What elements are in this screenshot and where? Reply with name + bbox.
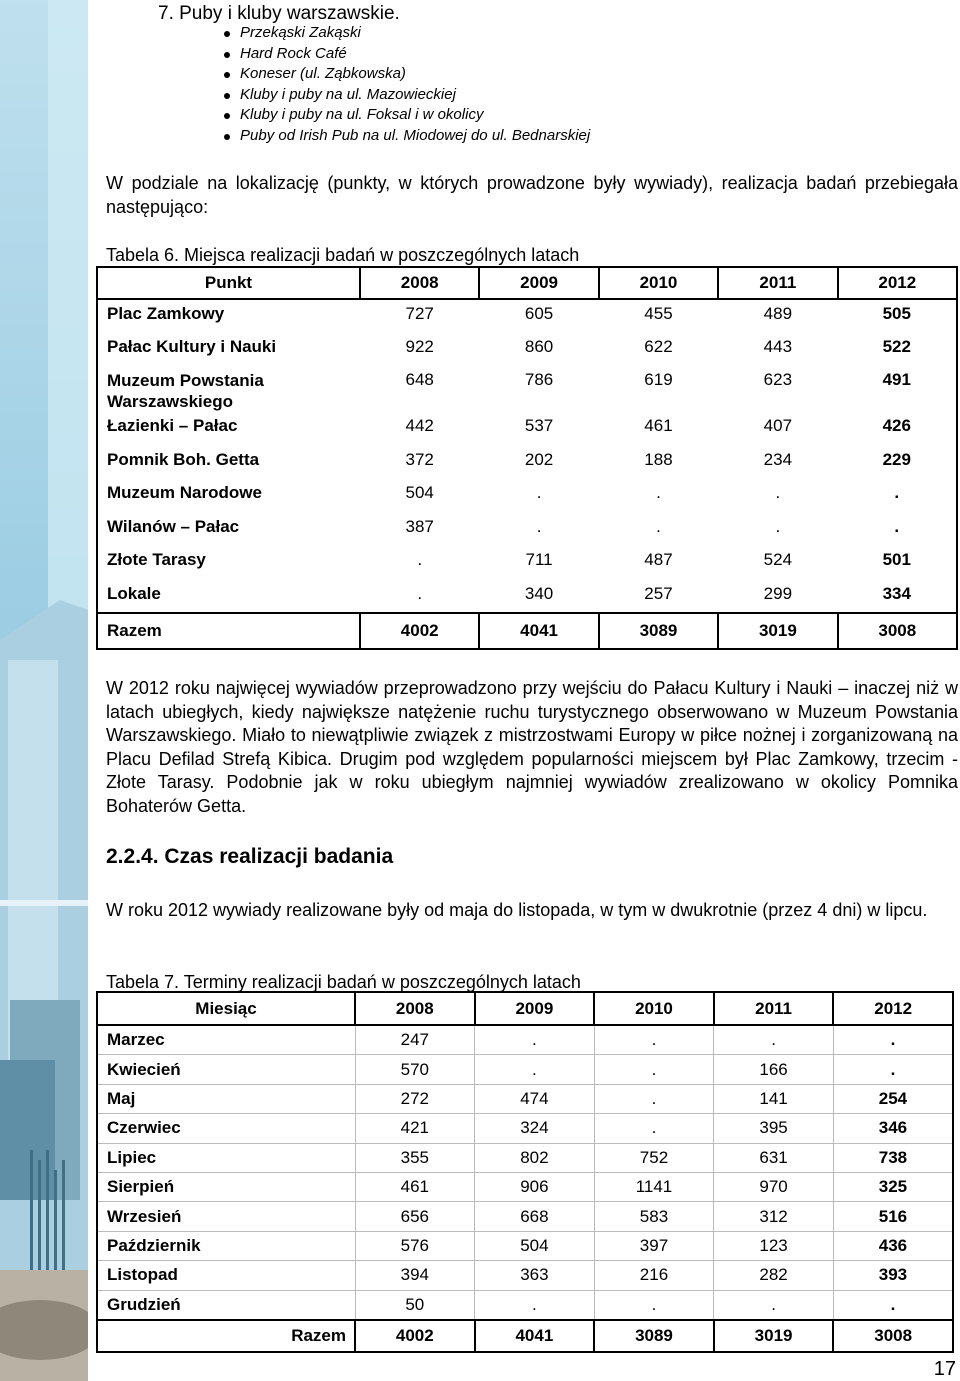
row-label: Plac Zamkowy — [107, 304, 225, 323]
table-row — [97, 1231, 953, 1260]
cell: 282 — [714, 1261, 834, 1290]
col-header: 2009 — [475, 992, 595, 1025]
row-label: Marzec — [97, 1025, 355, 1055]
timing-paragraph: W roku 2012 wywiady realizowane były od maja do listopada, w tym w dwukrotnie (przez 4 dni) w lipcu. — [106, 900, 928, 920]
list-item: Kluby i puby na ul. Foksal i w okolicy — [222, 105, 590, 126]
row-label: Muzeum Powstania Warszawskiego — [107, 371, 264, 411]
cell: 395 — [714, 1114, 834, 1143]
row-label: Październik — [97, 1231, 355, 1260]
cell: 372 — [405, 449, 434, 469]
col-header: 2009 — [479, 267, 598, 299]
cell: 516 — [833, 1202, 953, 1231]
cell: 166 — [714, 1055, 834, 1084]
cell: 622 — [644, 336, 673, 356]
cell: 340 — [524, 583, 554, 603]
row-label: Wilanów – Pałac — [107, 516, 240, 536]
intro-paragraph: W podziale na lokalizację (punkty, w których prowadzone były wywiady), realizacja badań przebiegała następująco: — [106, 173, 958, 217]
cell: 461 — [644, 416, 673, 435]
cell: 631 — [714, 1143, 834, 1172]
cell: 123 — [714, 1231, 834, 1260]
cell: . — [417, 550, 423, 569]
table-row — [97, 1172, 953, 1201]
row-label: Listopad — [97, 1261, 355, 1290]
cell: 738 — [833, 1143, 953, 1172]
bullet-list — [222, 23, 590, 146]
cell: 436 — [833, 1231, 953, 1260]
table-row — [97, 513, 957, 547]
cell: 407 — [763, 416, 793, 435]
col-header: 2011 — [718, 267, 837, 299]
col-header: 2008 — [360, 267, 479, 299]
cell: 668 — [475, 1202, 595, 1231]
cell: . — [656, 483, 661, 502]
cell: . — [656, 516, 661, 536]
cell: 202 — [524, 449, 554, 469]
cell: . — [714, 1290, 834, 1320]
table-row — [97, 1143, 953, 1172]
table-row — [97, 1084, 953, 1113]
table-6 — [96, 266, 958, 650]
cell: 4002 — [360, 613, 479, 649]
cell: 4041 — [475, 1320, 595, 1352]
cell: 537 — [524, 416, 554, 435]
table-header-row — [97, 992, 953, 1025]
row-label: Pomnik Boh. Getta — [107, 449, 260, 469]
cell: 247 — [355, 1025, 475, 1055]
table-7 — [96, 991, 954, 1353]
row-label: Łazienki – Pałac — [107, 416, 238, 435]
list-item: Hard Rock Café — [222, 44, 590, 65]
cell: 3089 — [599, 613, 718, 649]
col-header: Miesiąc — [97, 992, 355, 1025]
cell: . — [833, 1290, 953, 1320]
cell: 711 — [525, 550, 553, 569]
cell: 802 — [475, 1143, 595, 1172]
cell: 141 — [714, 1084, 834, 1113]
table-row — [97, 446, 957, 480]
table-row — [97, 1202, 953, 1231]
row-label: Pałac Kultury i Nauki — [107, 336, 277, 356]
city-illustration — [0, 0, 88, 1381]
cell: 619 — [644, 370, 673, 389]
cell: . — [594, 1025, 714, 1055]
cell: 3019 — [714, 1320, 834, 1352]
cell: 426 — [882, 416, 911, 435]
table-row — [97, 1261, 953, 1290]
list-item: Przekąski Zakąski — [222, 23, 590, 44]
table-row — [97, 366, 957, 412]
cell: . — [475, 1290, 595, 1320]
cell: . — [775, 483, 781, 502]
cell: . — [775, 516, 781, 536]
cell: 324 — [475, 1114, 595, 1143]
cell: 461 — [355, 1172, 475, 1201]
cell: 906 — [475, 1172, 595, 1201]
table-total-row — [97, 1320, 953, 1352]
cell: . — [714, 1025, 834, 1055]
cell: 505 — [882, 304, 911, 323]
table-total-row — [97, 613, 957, 649]
cell: 234 — [763, 449, 793, 469]
cell: 970 — [714, 1172, 834, 1201]
cell: 346 — [833, 1114, 953, 1143]
cell: 421 — [355, 1114, 475, 1143]
table-row — [97, 546, 957, 580]
cell: 334 — [882, 583, 911, 603]
page-number: 17 — [933, 1358, 956, 1380]
cell: . — [594, 1055, 714, 1084]
cell: 394 — [355, 1261, 475, 1290]
cell: 501 — [882, 550, 911, 569]
list-heading: 7. Puby i kluby warszawskie. — [158, 3, 400, 24]
row-label: Złote Tarasy — [107, 550, 206, 569]
row-label: Grudzień — [97, 1290, 355, 1320]
col-header: 2010 — [599, 267, 718, 299]
row-label: Razem — [97, 1320, 355, 1352]
row-label: Czerwiec — [97, 1114, 355, 1143]
table-row — [97, 333, 957, 367]
row-label: Lipiec — [97, 1143, 355, 1172]
cell: 487 — [644, 550, 673, 569]
cell: 188 — [644, 449, 673, 469]
table-row — [97, 299, 957, 333]
cell: 727 — [405, 304, 434, 323]
col-header: Punkt — [97, 267, 360, 299]
analysis-paragraph: W 2012 roku najwięcej wywiadów przeprowadzono przy wejściu do Pałacu Kultury i Nauki – inaczej niż w latach ubiegłych, kiedy największe natężenie ruchu turystycznego obserwowano w Muzeum Powstania Warszawskiego. Miało to niewątpliwie związek z mistrzostwami Europy w piłce nożnej i zorganizowaną na Placu Defilad Strefą Kibica. Drugim pod względem popularności miejscem był Plac Zamkowy, trzecim - Złote Tarasy. Podobnie jak w roku ubiegłym najmniej wywiadów zrealizowano w okolicy Pomnika Bohaterów Getta. — [106, 678, 958, 816]
cell: 576 — [355, 1231, 475, 1260]
cell: 3008 — [838, 613, 957, 649]
cell: . — [536, 516, 542, 536]
cell: 786 — [524, 370, 554, 389]
cell: 1141 — [594, 1172, 714, 1201]
cell: . — [894, 483, 900, 502]
table-row — [97, 580, 957, 614]
cell: 605 — [524, 304, 554, 323]
cell: 355 — [355, 1143, 475, 1172]
row-label: Wrzesień — [97, 1202, 355, 1231]
cell: 522 — [882, 336, 911, 356]
table-row — [97, 412, 957, 446]
cell: 363 — [475, 1261, 595, 1290]
cell: . — [594, 1084, 714, 1113]
cell: 325 — [833, 1172, 953, 1201]
row-label: Maj — [97, 1084, 355, 1113]
cell: 570 — [355, 1055, 475, 1084]
cell: 489 — [763, 304, 793, 323]
row-label: Razem — [97, 613, 360, 649]
cell: . — [594, 1290, 714, 1320]
cell: 623 — [763, 370, 793, 389]
table-header-row — [97, 267, 957, 299]
cell: 229 — [882, 449, 911, 469]
cell: 752 — [594, 1143, 714, 1172]
cell: 504 — [405, 483, 434, 502]
row-label: Lokale — [107, 583, 161, 603]
cell: . — [594, 1114, 714, 1143]
cell: 3089 — [594, 1320, 714, 1352]
cell: 3019 — [718, 613, 837, 649]
table-row — [97, 1290, 953, 1320]
cell: 442 — [405, 416, 434, 435]
table6-caption: Tabela 6. Miejsca realizacji badań w poszczególnych latach — [106, 245, 580, 265]
cell: 860 — [524, 336, 554, 356]
cell: 397 — [594, 1231, 714, 1260]
cell: 648 — [405, 370, 434, 389]
section-heading: 2.2.4. Czas realizacji badania — [106, 845, 394, 868]
col-header: 2011 — [714, 992, 834, 1025]
table-row — [97, 1055, 953, 1084]
cell: 491 — [882, 370, 911, 389]
cell: . — [536, 483, 542, 502]
cell: . — [475, 1025, 595, 1055]
cell: 656 — [355, 1202, 475, 1231]
cell: . — [417, 583, 423, 603]
table-row — [97, 1114, 953, 1143]
cell: 3008 — [833, 1320, 953, 1352]
cell: 299 — [763, 583, 793, 603]
cell: 216 — [594, 1261, 714, 1290]
cell: 257 — [644, 583, 673, 603]
cell: . — [475, 1055, 595, 1084]
sidebar-illustration — [0, 0, 88, 1381]
cell: 504 — [475, 1231, 595, 1260]
cell: 455 — [644, 304, 673, 323]
cell: 393 — [833, 1261, 953, 1290]
cell: 524 — [763, 550, 793, 569]
row-label: Kwiecień — [97, 1055, 355, 1084]
cell: . — [833, 1025, 953, 1055]
col-header: 2010 — [594, 992, 714, 1025]
cell: 272 — [355, 1084, 475, 1113]
col-header: 2012 — [838, 267, 957, 299]
cell: . — [894, 516, 900, 536]
row-label: Muzeum Narodowe — [107, 483, 262, 502]
col-header: 2012 — [833, 992, 953, 1025]
cell: 254 — [833, 1084, 953, 1113]
cell: 312 — [714, 1202, 834, 1231]
table-row — [97, 479, 957, 513]
cell: . — [833, 1055, 953, 1084]
cell: 4041 — [479, 613, 598, 649]
cell: 387 — [405, 516, 434, 536]
cell: 474 — [475, 1084, 595, 1113]
row-label: Sierpień — [97, 1172, 355, 1201]
table7-caption: Tabela 7. Terminy realizacji badań w poszczególnych latach — [106, 972, 581, 992]
list-item: Puby od Irish Pub na ul. Miodowej do ul. Bednarskiej — [222, 126, 590, 147]
cell: 583 — [594, 1202, 714, 1231]
cell: 922 — [405, 336, 434, 356]
col-header: 2008 — [355, 992, 475, 1025]
list-item: Koneser (ul. Ząbkowska) — [222, 64, 590, 85]
cell: 443 — [763, 336, 793, 356]
list-item: Kluby i puby na ul. Mazowieckiej — [222, 85, 590, 106]
table-row — [97, 1025, 953, 1055]
cell: 50 — [355, 1290, 475, 1320]
cell: 4002 — [355, 1320, 475, 1352]
